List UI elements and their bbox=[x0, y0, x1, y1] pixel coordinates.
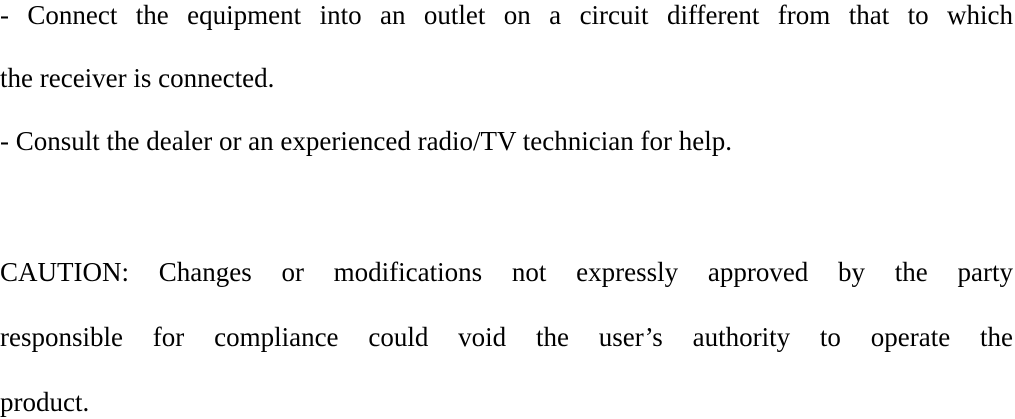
text-line-receiver-connected: the receiver is connected. bbox=[0, 63, 275, 93]
caution-line-1: CAUTION: Changes or modifications not expressly approved by the party bbox=[0, 257, 1013, 287]
text-line-consult-dealer: - Consult the dealer or an experienced radio/TV technician for help. bbox=[0, 126, 732, 156]
caution-line-3: product. bbox=[0, 387, 90, 417]
caution-line-2: responsible for compliance could void the user’s authority to operate the bbox=[0, 322, 1013, 352]
text-line-connect-outlet: - Connect the equipment into an outlet on a circuit different from that to which bbox=[0, 0, 1013, 30]
